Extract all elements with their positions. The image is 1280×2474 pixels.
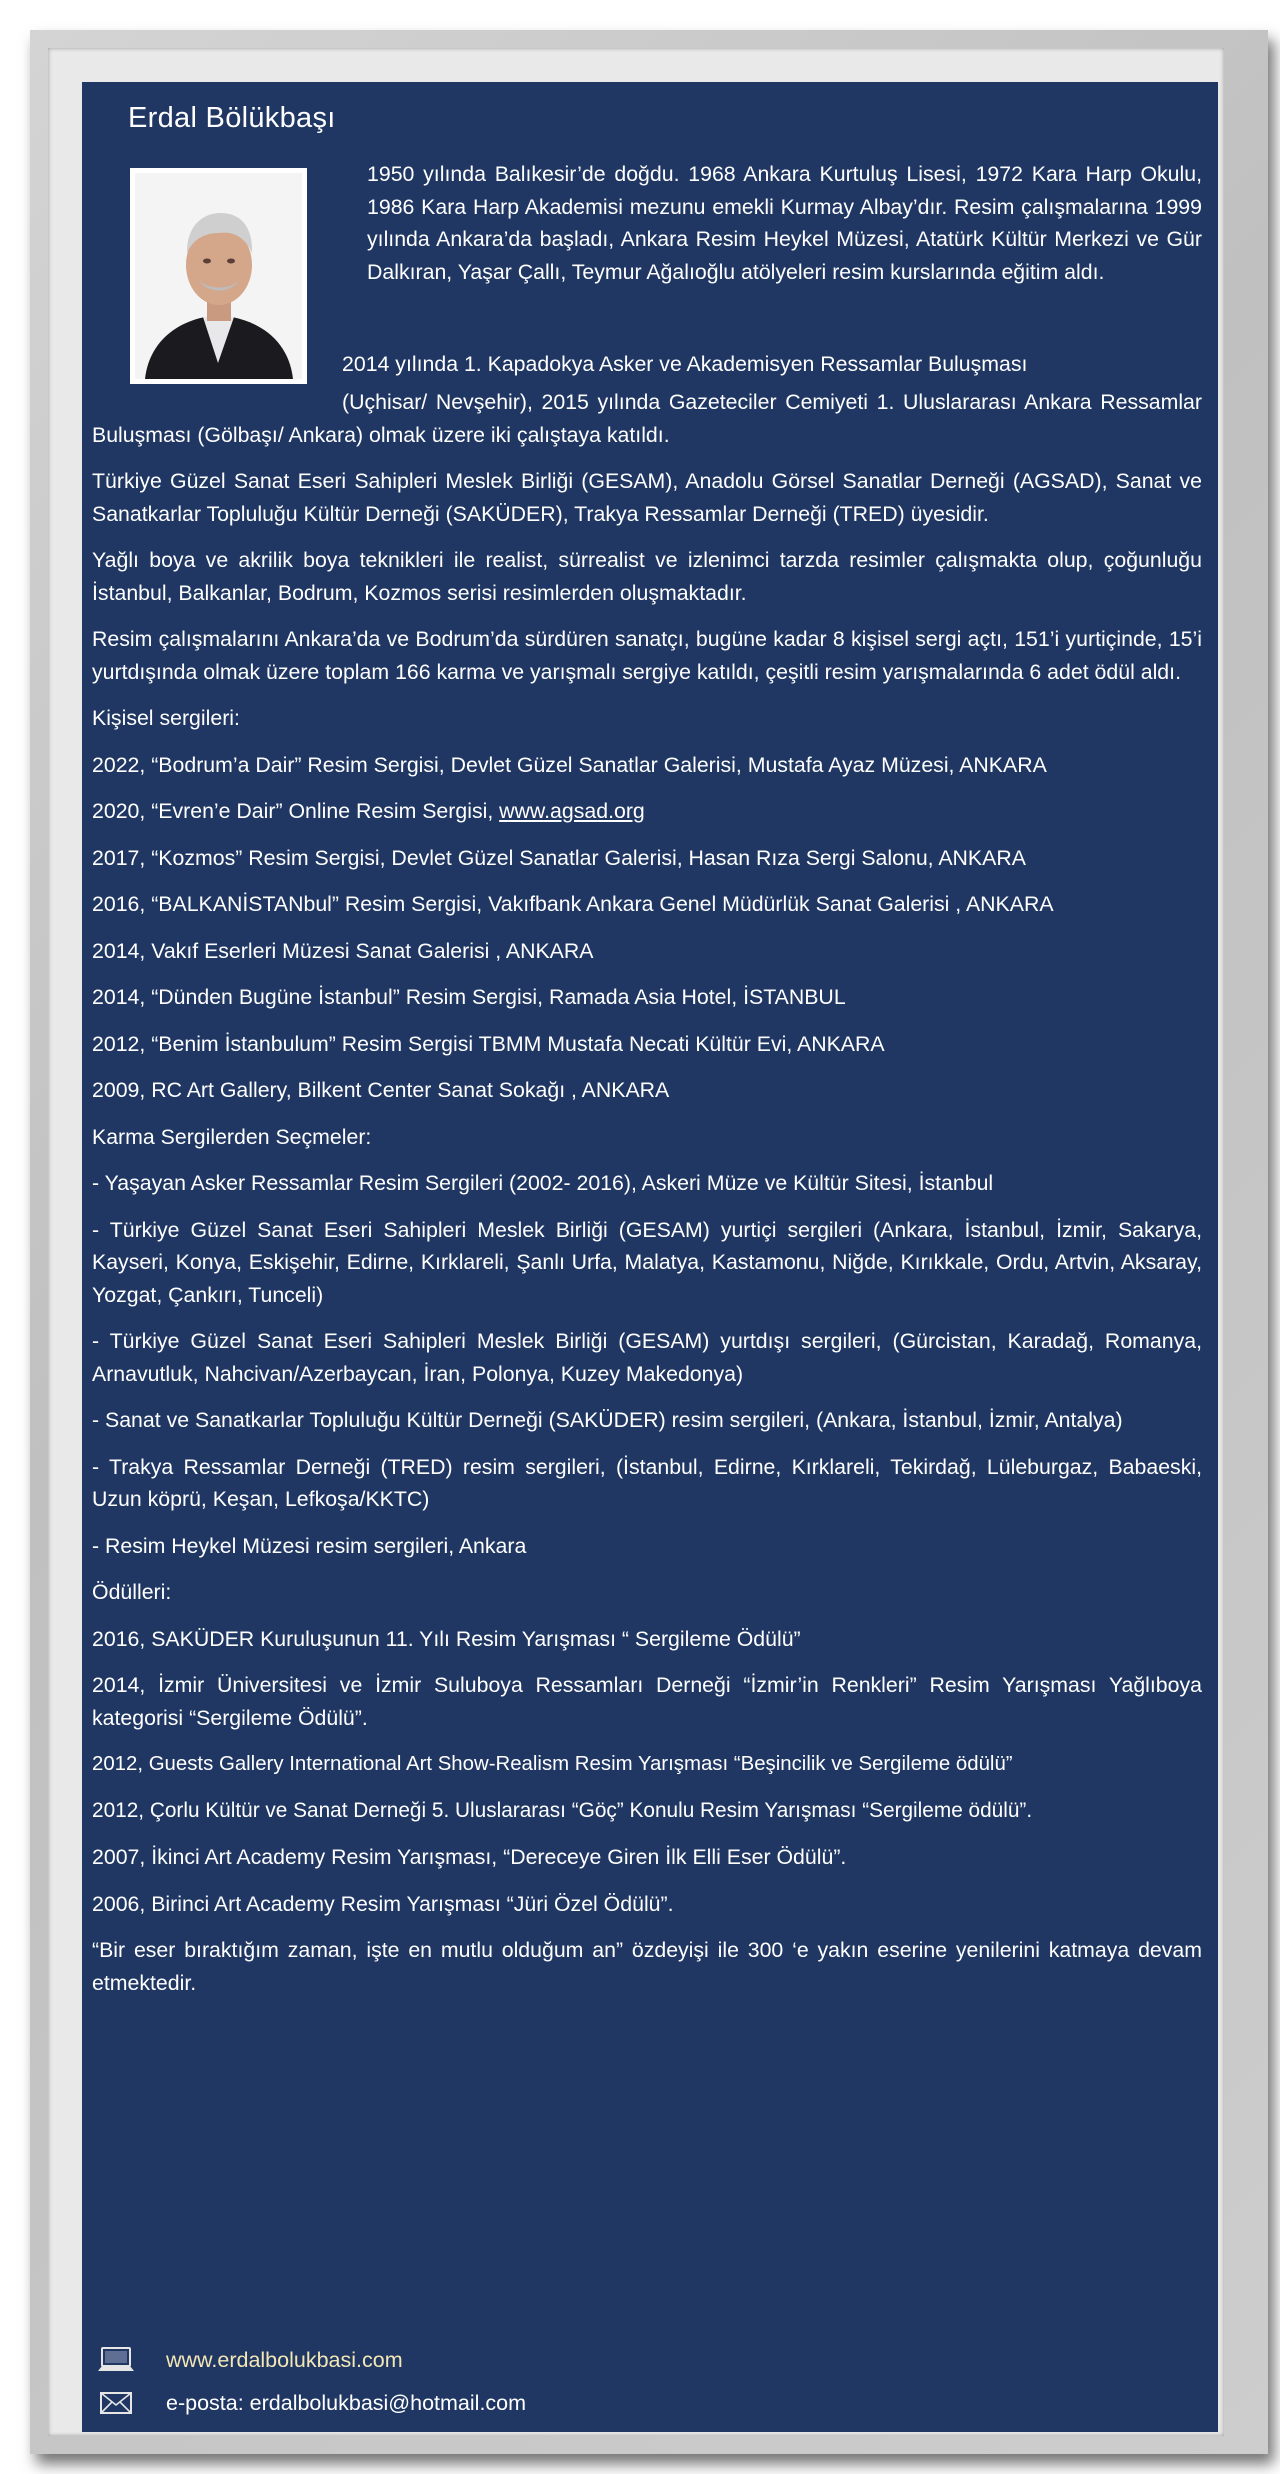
artist-photo [130,168,307,384]
solo-item: 2009, RC Art Gallery, Bilkent Center Sanat Sokağı , ANKARA [92,1078,670,1102]
bio-panel [82,82,1218,2432]
workshops-text: (Uçhisar/ Nevşehir), 2015 yılında Gazeteciler Cemiyeti 1. Uluslararası Ankara Ressamlar Buluşması (Gölbaşı/ Ankara) olmak üzere iki çalıştaya katıldı. [92,390,1202,447]
agsad-link[interactable]: www.agsad.org [499,799,645,823]
solo-item: 2012, “Benim İstanbulum” Resim Sergisi TBMM Mustafa Necati Kültür Evi, ANKARA [92,1031,885,1056]
envelope-icon [96,2388,136,2418]
award-item: 2012, Guests Gallery International Art Show-Realism Resim Yarışması “Beşincilik ve Sergileme ödülü” [92,1753,1013,1775]
award-item: 2006, Birinci Art Academy Resim Yarışması “Jüri Özel Ödülü”. [92,1891,674,1916]
website-row [96,2345,403,2375]
artist-name: Erdal Bölükbaşı [128,102,336,134]
email-row [96,2388,526,2418]
solo-item: 2014, “Dünden Bugüne İstanbul” Resim Sergisi, Ramada Asia Hotel, İSTANBUL [92,985,846,1009]
closing-text: “Bir eser bıraktığım zaman, işte en mutlu olduğum an” özdeyişi ile 300 ‘e yakın eserine yenilerini katmaya devam etmektedir. [92,1938,1202,1995]
award-item: 2016, SAKÜDER Kuruluşunun 11. Yılı Resim Yarışması “ Sergileme Ödülü” [92,1626,801,1651]
memberships-text: Türkiye Güzel Sanat Eseri Sahipleri Meslek Birliği (GESAM), Anadolu Görsel Sanatlar Derneği (AGSAD), Sanat ve Sanatkarlar Topluluğu Kültür Derneği (SAKÜDER), Trakya Ressamlar Derneği (TRED) üyesidir. [92,469,1202,526]
solo-online-text: 2020, “Evren’e Dair” Online Resim Sergisi, [92,799,500,823]
group-item: - Sanat ve Sanatkarlar Topluluğu Kültür Derneği (SAKÜDER) resim sergileri, (Ankara, İstanbul, İzmir, Antalya) [92,1408,1123,1432]
website-link[interactable]: www.erdalbolukbasi.com [166,2347,403,2372]
award-item: 2007, İkinci Art Academy Resim Yarışması, “Dereceye Giren İlk Elli Eser Ödülü”. [92,1845,847,1869]
group-item: - Türkiye Güzel Sanat Eseri Sahipleri Meslek Birliği (GESAM) yurtdışı sergileri, (Gürcistan, Karadağ, Romanya, Arnavutluk, Nahcivan/Azerbaycan, İran, Polonya, Kuzey Makedonya) [92,1329,1202,1386]
award-item: 2012, Çorlu Kültür ve Sanat Derneği 5. Uluslararası “Göç” Konulu Resim Yarışması “Sergileme ödülü”. [92,1798,1033,1822]
solo-heading: Kişisel sergileri: [92,706,240,730]
computer-icon [96,2345,136,2375]
awards-heading: Ödülleri: [92,1580,172,1604]
bio-body [92,386,1202,2013]
group-item: - Yaşayan Asker Ressamlar Resim Sergileri (2002- 2016), Askeri Müze ve Kültür Sitesi, İstanbul [92,1171,994,1195]
group-item: - Resim Heykel Müzesi resim sergileri, Ankara [92,1533,527,1558]
award-item: 2014, İzmir Üniversitesi ve İzmir Suluboya Ressamları Derneği “İzmir’in Renkleri” Resim Yarışması Yağlıboya kategorisi “Sergileme Ödülü”. [92,1673,1202,1730]
solo-item: 2022, “Bodrum’a Dair” Resim Sergisi, Devlet Güzel Sanatlar Galerisi, Mustafa Ayaz Müzesi, ANKARA [92,752,1047,777]
workshops-first-line: 2014 yılında 1. Kapadokya Asker ve Akademisyen Ressamlar Buluşması [342,352,1028,376]
solo-item: 2014, Vakıf Eserleri Müzesi Sanat Galerisi , ANKARA [92,938,594,963]
solo-item: 2016, “BALKANİSTANbul” Resim Sergisi, Vakıfbank Ankara Genel Müdürlük Sanat Galerisi , ANKARA [92,892,1054,916]
bio-intro: 1950 yılında Balıkesir’de doğdu. 1968 Ankara Kurtuluş Lisesi, 1972 Kara Harp Okulu, 1986 Kara Harp Akademisi mezunu emekli Kurmay Albay’dır. Resim çalışmalarına 1999 yılında Ankara’da başladı, Ankara Resim Heykel Müzesi, Atatürk Kültür Merkezi ve Gür Dalkıran, Yaşar Çallı, Teymur Ağalıoğlu atölyeleri resim kurslarında eğitim aldı. [367,162,1202,284]
solo-item: 2017, “Kozmos” Resim Sergisi, Devlet Güzel Sanatlar Galerisi, Hasan Rıza Sergi Salonu, ANKARA [92,845,1026,870]
solo-item-online [92,795,1202,828]
group-item: - Trakya Ressamlar Derneği (TRED) resim sergileri, (İstanbul, Edirne, Kırklareli, Tekirdağ, Lüleburgaz, Babaeski, Uzun köprü, Keşan, Lefkoşa/KKTC) [92,1454,1202,1511]
summary-text: Resim çalışmalarını Ankara’da ve Bodrum’da sürdüren sanatçı, bugüne kadar 8 kişisel sergi açtı, 151’i yurtiçinde, 15’i yurtdışında olmak üzere toplam 166 karma ve yarışmalı sergiye katıldı, çeşitli resim yarışmalarında 6 adet ödül aldı. [92,627,1202,684]
group-heading: Karma Sergilerden Seçmeler: [92,1124,372,1149]
group-item: - Türkiye Güzel Sanat Eseri Sahipleri Meslek Birliği (GESAM) yurtiçi sergileri (Ankara, İstanbul, İzmir, Sakarya, Kayseri, Konya, Eskişehir, Edirne, Kırklareli, Şanlı Urfa, Malatya, Kastamonu, Niğde, Kırıkkale, Ordu, Artvin, Aksaray, Yozgat, Çankırı, Tunceli) [92,1217,1202,1307]
email-text[interactable]: e-posta: erdalbolukbasi@hotmail.com [166,2390,527,2415]
style-text: Yağlı boya ve akrilik boya teknikleri ile realist, sürrealist ve izlenimci tarzda resimler çalışmakta olup, çoğunluğu İstanbul, Balkanlar, Bodrum, Kozmos serisi resimlerden oluşmaktadır. [92,548,1202,605]
